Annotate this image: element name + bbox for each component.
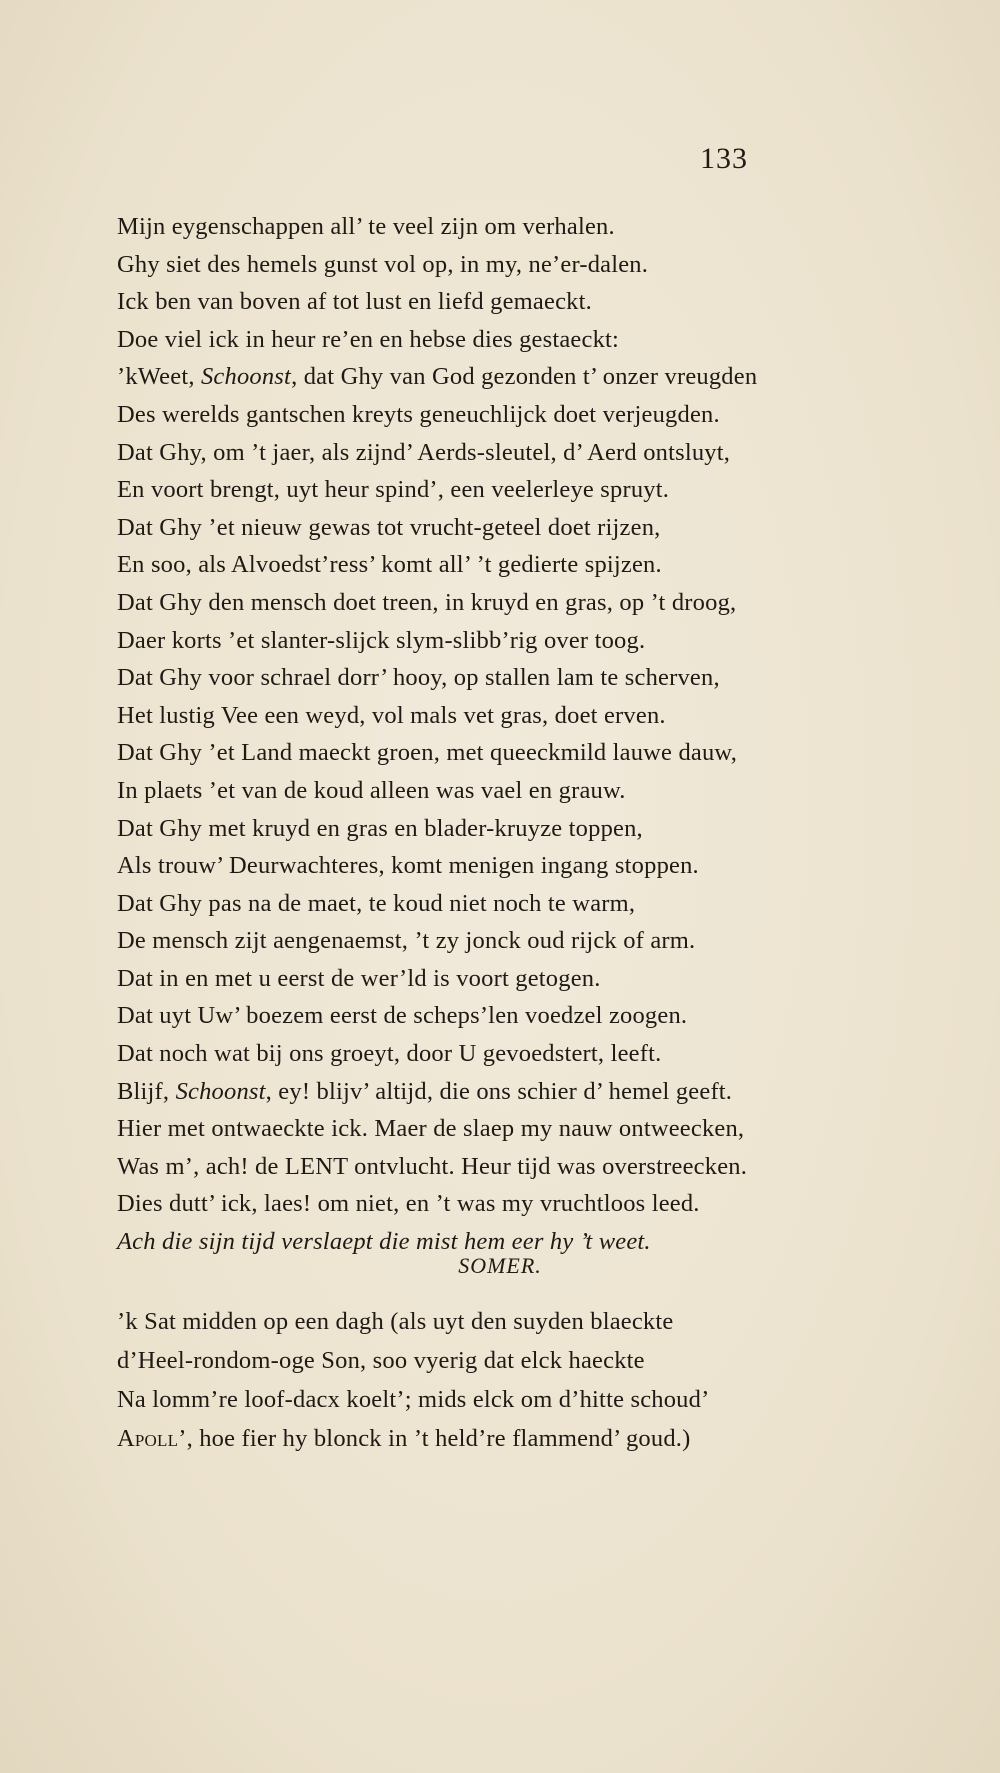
verse-line: Dat Ghy voor schrael dorr’ hooy, op stallen lam te scherven, (117, 664, 720, 692)
verse-line: Mijn eygenschappen all’ te veel zijn om verhalen. (117, 213, 615, 240)
verse-line (117, 1419, 837, 1458)
motto-line: Ach die sijn tijd verslaept die mist hem eer hy ’t weet. (117, 1228, 651, 1256)
verse-text: , hoe fier hy blonck in ’t held’re flammend’ goud.) (186, 1425, 691, 1452)
verse-line: Dat Ghy pas na de maet, te koud niet noch te warm, (117, 889, 636, 917)
verse-line: Dat Ghy ’et Land maeckt groen, met queeckmild lauwe dauw, (117, 739, 738, 767)
verse-line: Dat uyt Uw’ boezem eerst de scheps’len voedzel zoogen. (117, 1002, 688, 1030)
verse-line: Dat Ghy met kruyd en gras en blader-kruyze toppen, (117, 814, 643, 842)
verse-text: Blijf, (117, 1077, 176, 1105)
summer-stanza (117, 1302, 837, 1458)
verse-line: Ghy siet des hemels gunst vol op, in my, ne’er-dalen. (117, 250, 649, 278)
italic-word: Schoonst (175, 1077, 266, 1105)
verse-line (117, 1073, 817, 1111)
verse-line: Hier met ontwaeckte ick. Maer de slaep my nauw ontweecken, (117, 1115, 745, 1143)
italic-word: Schoonst (200, 363, 292, 391)
verse-line: Dat Ghy ’et nieuw gewas tot vrucht-geteel doet rijzen, (117, 513, 661, 541)
verse-line: Dat Ghy den mensch doet treen, in kruyd en gras, op ’t droog, (117, 588, 737, 616)
verse-text: ’kWeet, (117, 363, 201, 391)
verse-line: Daer korts ’et slanter-slijck slym-slibb’rig over toog. (117, 626, 646, 654)
verse-line: Als trouw’ Deurwachteres, komt menigen ingang stoppen. (117, 852, 699, 880)
section-title: SOMER. (458, 1253, 542, 1278)
page-number: 133 (700, 142, 748, 175)
verse-line: Was m’, ach! de LENT ontvlucht. Heur tijd was overstreecken. (117, 1152, 748, 1180)
poem-verses (117, 208, 817, 1261)
verse-line (117, 358, 817, 396)
verse-line: Dat noch wat bij ons groeyt, door U gevoedstert, leeft. (117, 1040, 662, 1068)
verse-line: Dat in en met u eerst de wer’ld is voort getogen. (117, 964, 601, 992)
verse-line: d’Heel-rondom-oge Son, soo vyerig dat elck haeckte (117, 1347, 645, 1374)
verse-line: En soo, als Alvoedst’ress’ komt all’ ’t gedierte spijzen. (117, 551, 662, 579)
verse-line: Ick ben van boven af tot lust en liefd gemaeckt. (117, 288, 592, 316)
verse-line: In plaets ’et van de koud alleen was vael en grauw. (117, 776, 626, 804)
verse-text: , dat Ghy van God gezonden t’ onzer vreugden (291, 363, 758, 391)
verse-line: Het lustig Vee een weyd, vol mals vet gras, doet erven. (117, 701, 666, 729)
verse-line: Doe viel ick in heur re’en en hebse dies gestaeckt: (117, 325, 620, 353)
verse-text: , ey! blijv’ altijd, die ons schier d’ hemel geeft. (265, 1077, 733, 1105)
smallcaps-name: Apoll’ (117, 1425, 187, 1452)
verse-line: De mensch zijt aengenaemst, ’t zy jonck oud rijck of arm. (117, 927, 696, 955)
verse-line: Dat Ghy, om ’t jaer, als zijnd’ Aerds-sleutel, d’ Aerd ontsluyt, (117, 438, 731, 466)
verse-line: Des werelds gantschen kreyts geneuchlijck doet verjeugden. (117, 400, 720, 428)
verse-line: En voort brengt, uyt heur spind’, een veelerleye spruyt. (117, 476, 670, 504)
verse-line: ’k Sat midden op een dagh (als uyt den suyden blaeckte (117, 1308, 674, 1335)
verse-line: Dies dutt’ ick, laes! om niet, en ’t was my vruchtloos leed. (117, 1190, 700, 1218)
verse-line: Na lomm’re loof-dacx koelt’; mids elck om d’hitte schoud’ (117, 1386, 710, 1413)
